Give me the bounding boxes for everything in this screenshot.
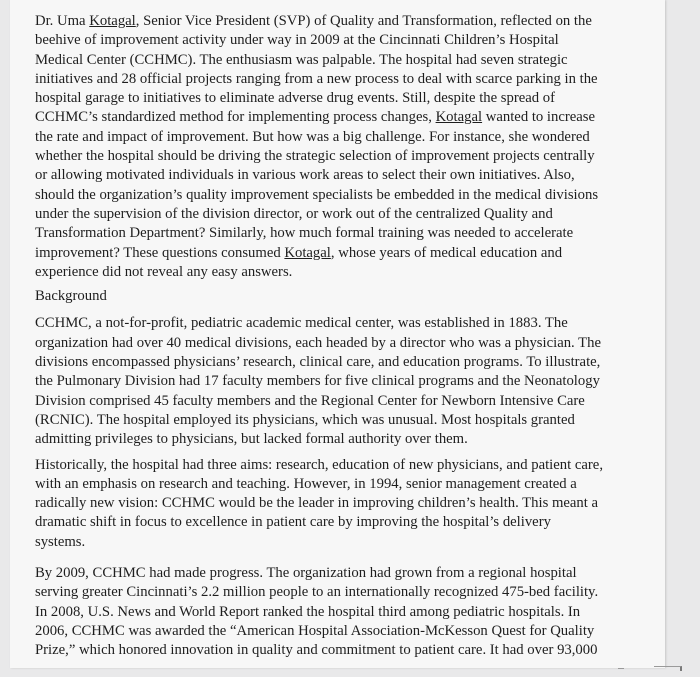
text-line <box>35 186 650 205</box>
text-line <box>35 603 650 622</box>
line-text: , whose years of medical education and <box>330 244 563 261</box>
document-page <box>10 0 665 668</box>
background-paragraph-2 <box>35 456 650 552</box>
underlined-name: Kotagal <box>284 244 331 261</box>
text-line <box>35 533 650 552</box>
background-paragraph-3 <box>35 564 650 660</box>
line-text: the Pulmonary Division had 17 faculty members for five clinical programs and the Neonatology <box>35 373 600 390</box>
background-paragraph-1 <box>35 314 650 449</box>
text-line <box>35 244 650 263</box>
text-line <box>35 128 650 147</box>
text-line <box>35 70 650 89</box>
line-text: improvement? These questions consumed <box>35 244 285 261</box>
text-line <box>35 494 650 513</box>
text-line <box>35 475 650 494</box>
line-text: CCHMC’s standardized method for implementing process changes, <box>35 109 436 126</box>
line-text: or allowing motivated individuals in various work areas to select their own initiatives. Also, <box>35 167 575 184</box>
text-line <box>35 314 650 333</box>
text-line <box>35 353 650 372</box>
line-text: whether the hospital should be driving the strategic selection of improvement projects centrally <box>35 148 595 165</box>
line-text: the rate and impact of improvement. But how was a big challenge. For instance, she wondered <box>35 128 590 145</box>
line-text: systems. <box>35 533 86 550</box>
text-line <box>35 31 650 50</box>
text-line <box>35 205 650 224</box>
line-text: By 2009, CCHMC had made progress. The organization had grown from a regional hospital <box>35 565 577 582</box>
line-text: dramatic shift in focus to excellence in patient care by improving the hospital’s delivery <box>35 514 551 531</box>
text-line <box>35 334 650 353</box>
line-text: experience did not reveal any easy answers. <box>35 263 293 280</box>
line-text: under the supervision of the division director, or work out of the centralized Quality and <box>35 205 553 222</box>
text-line <box>35 224 650 243</box>
text-line <box>35 583 650 602</box>
text-line <box>35 89 650 108</box>
line-text: CCHMC, a not-for-profit, pediatric academic medical center, was established in 1883. The <box>35 315 568 332</box>
line-text: organization had over 40 medical divisions, each headed by a director who was a physician. The <box>35 334 601 351</box>
underlined-name: Kotagal <box>435 109 483 126</box>
line-text: (RCNIC). The hospital employed its physicians, which was unusual. Most hospitals granted <box>35 411 575 428</box>
line-text: hospital garage to initiatives to eliminate adverse drug events. Still, despite the spread of <box>35 90 556 107</box>
line-text: Prize,” which honored innovation in quality and commitment to patient care. It had over 93,000 <box>35 642 598 659</box>
line-text: , Senior Vice President (SVP) of Quality and Transformation, reflected on the <box>135 13 592 29</box>
text-line <box>35 51 650 70</box>
underlined-name: Kotagal <box>89 13 136 29</box>
text-line <box>35 166 650 185</box>
text-line <box>35 411 650 430</box>
text-line <box>35 263 650 282</box>
line-text: wanted to increase <box>482 109 596 126</box>
text-line <box>35 12 650 31</box>
text-line <box>35 372 650 391</box>
line-text: Division comprised 45 faculty members and the Regional Center for Newborn Intensive Care <box>35 392 585 409</box>
line-text: Medical Center (CCHMC). The enthusiasm was palpable. The hospital had seven strategic <box>35 51 568 68</box>
line-text: In 2008, U.S. News and World Report ranked the hospital third among pediatric hospitals. In <box>35 603 581 620</box>
text-line <box>35 392 650 411</box>
line-text: radically new vision: CCHMC would be the leader in improving children’s health. This meant a <box>35 495 599 512</box>
text-line <box>35 564 650 583</box>
corner-mark <box>654 666 682 671</box>
text-line <box>35 430 650 449</box>
text-line <box>35 513 650 532</box>
text-line <box>35 456 650 475</box>
margin-mark <box>618 668 624 669</box>
page-cut-edge <box>10 658 665 668</box>
line-text: divisions encompassed physicians’ research, clinical care, and education programs. To illustrate, <box>35 354 601 371</box>
text-line <box>35 147 650 166</box>
line-text: admitting privileges to physicians, but lacked formal authority over them. <box>35 431 468 448</box>
line-text: beehive of improvement activity under way in 2009 at the Cincinnati Children’s Hospital <box>35 32 559 49</box>
line-text: Transformation Department? Similarly, how much formal training was needed to accelerate <box>35 225 574 242</box>
line-text: serving greater Cincinnati’s 2.2 million people to an internationally recognized 475-bed facility. <box>35 584 599 601</box>
text-line <box>35 108 650 127</box>
line-text: 2006, CCHMC was awarded the “American Hospital Association-McKesson Quest for Quality <box>35 622 595 639</box>
text-line <box>35 622 650 641</box>
line-text: Dr. Uma <box>35 13 90 29</box>
line-text: with an emphasis on research and teaching. However, in 1994, senior management created a <box>35 475 577 492</box>
line-text: Historically, the hospital had three aims: research, education of new physicians, and patient care, <box>35 456 603 473</box>
line-text: initiatives and 28 official projects ranging from a new process to deal with scarce parking in the <box>35 70 598 87</box>
intro-paragraph <box>35 12 650 282</box>
line-text: should the organization’s quality improvement specialists be embedded in the medical divisions <box>35 186 599 203</box>
document-text <box>35 12 650 661</box>
section-heading-background: Background <box>35 288 107 305</box>
